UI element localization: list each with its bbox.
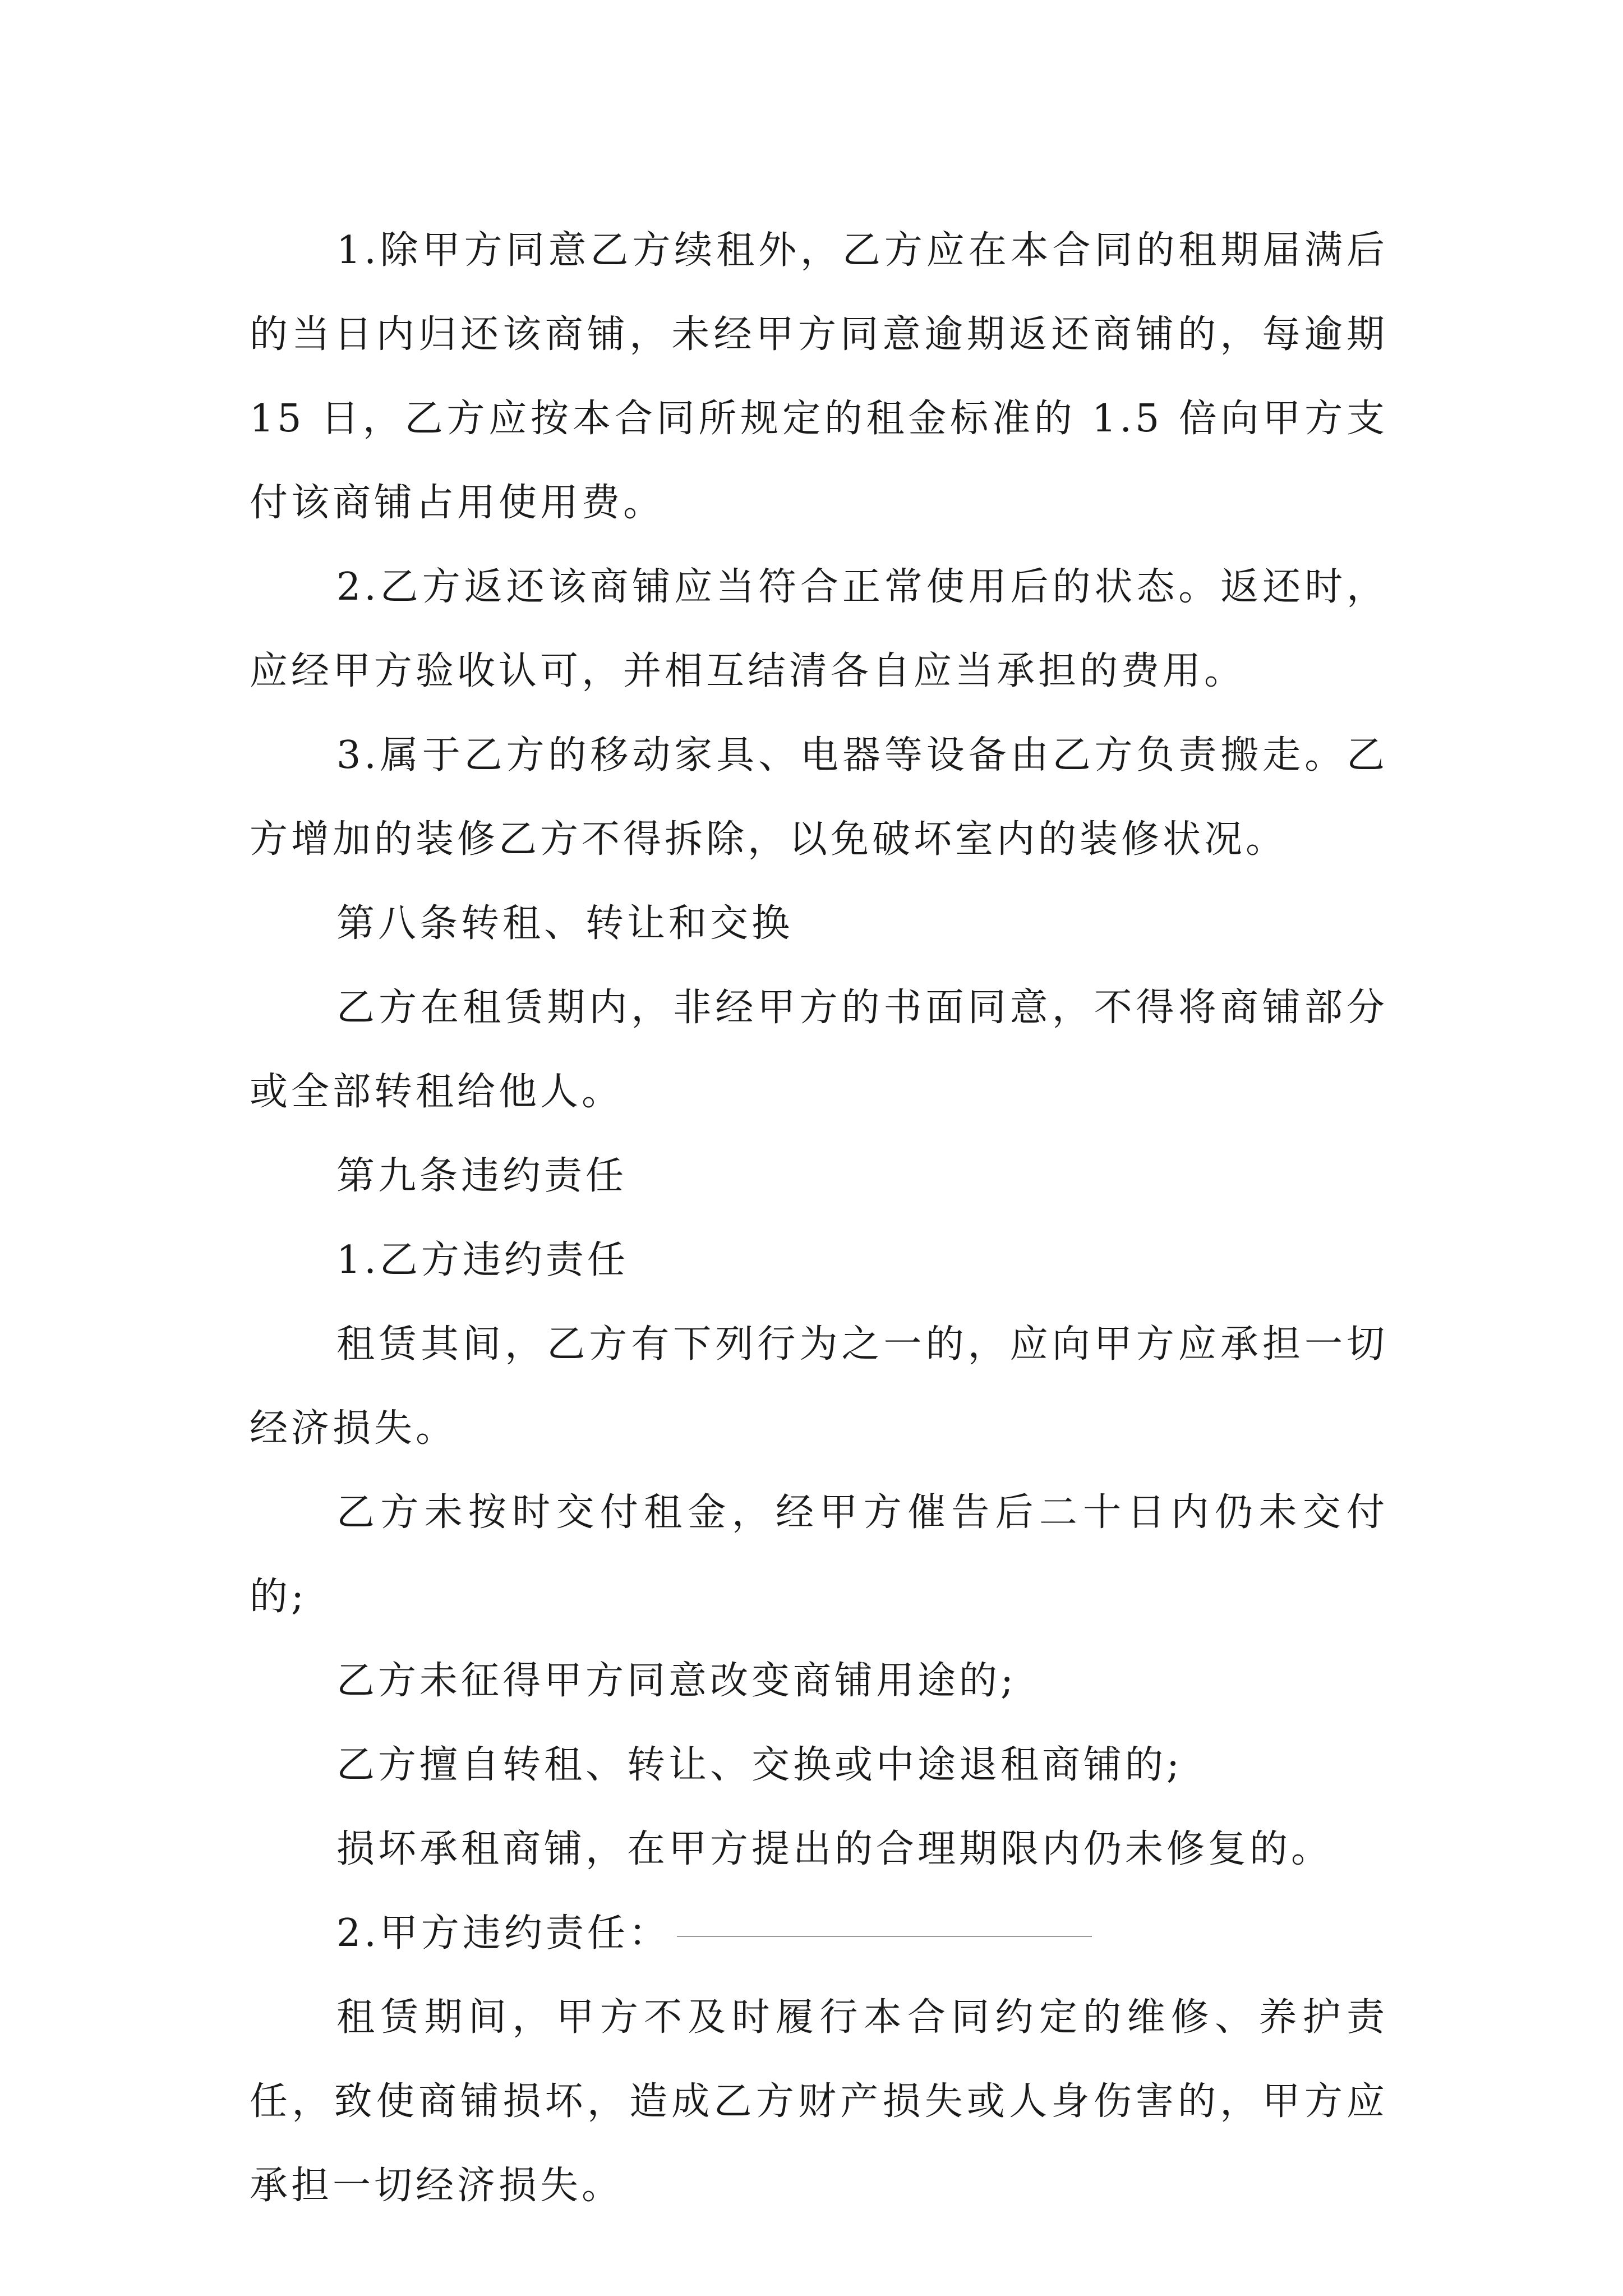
article-8-heading: 第八条转租、转让和交换 — [336, 901, 794, 946]
document-body — [250, 209, 1404, 2228]
clause-landlord-liability: 租赁期间，甲方不及时履行本合同约定的维修、养护责任，致使商铺损坏，造成乙方财产损失或人身伤害的，甲方应承担一切经济损失。 — [250, 1995, 1388, 2208]
clause-tenant-liability-heading: 1.乙方违约责任 — [336, 1238, 629, 1282]
clause-damage-unrepaired: 损坏承租商铺，在甲方提出的合理期限内仍未修复的。 — [336, 1827, 1333, 1871]
clause-landlord-liability-heading — [250, 1892, 1388, 1976]
landlord-liability-label: 2.甲方违约责任： — [336, 1911, 670, 1955]
clause-change-use: 乙方未征得甲方同意改变商铺用途的; — [336, 1659, 1017, 1703]
clause-sublease: 乙方在租赁期内，非经甲方的书面同意，不得将商铺部分或全部转租给他人。 — [250, 986, 1388, 1114]
clause-tenant-liability-intro: 租赁其间，乙方有下列行为之一的，应向甲方应承担一切经济损失。 — [250, 1322, 1388, 1451]
clause-return-condition: 2.乙方返还该商铺应当符合正常使用后的状态。返还时，应经甲方验收认可，并相互结清各自应当承担的费用。 — [250, 565, 1388, 693]
clause-return-deadline: 1.除甲方同意乙方续租外，乙方应在本合同的租期届满后的当日内归还该商铺，未经甲方同意逾期返还商铺的，每逾期 15 日，乙方应按本合同所规定的租金标准的 1.5 倍向甲方支付该商铺占用使用费。 — [250, 228, 1404, 525]
article-9-heading: 第九条违约责任 — [336, 1154, 628, 1198]
clause-movable-equipment: 3.属于乙方的移动家具、电器等设备由乙方负责搬走。乙方增加的装修乙方不得拆除，以免破坏室内的装修状况。 — [250, 733, 1388, 862]
clause-unauthorized-transfer: 乙方擅自转租、转让、交换或中途退租商铺的; — [336, 1743, 1183, 1787]
clause-late-rent: 乙方未按时交付租金，经甲方催告后二十日内仍未交付的; — [250, 1490, 1388, 1619]
fill-in-blank-line — [677, 1936, 1092, 1937]
